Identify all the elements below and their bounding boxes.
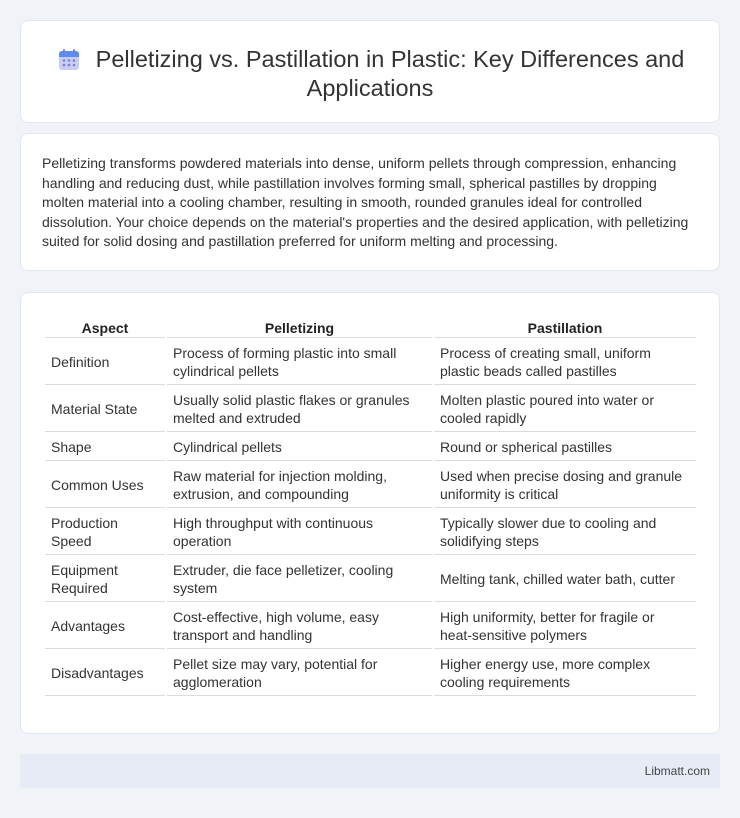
row-aspect: Equipment Required	[45, 557, 165, 602]
row-aspect: Definition	[45, 340, 165, 385]
table-row	[45, 510, 696, 555]
row-pastillation: Higher energy use, more complex cooling requirements	[434, 651, 696, 696]
intro-card	[20, 133, 720, 271]
title-wrap	[21, 45, 719, 103]
comparison-card	[20, 292, 720, 734]
table-header-row	[45, 318, 696, 338]
page-title: Pelletizing vs. Pastillation in Plastic: Key Differences and Applications	[95, 46, 685, 101]
header-pelletizing: Pelletizing	[167, 318, 432, 338]
table-row	[45, 604, 696, 649]
row-pastillation: High uniformity, better for fragile or heat-sensitive polymers	[434, 604, 696, 649]
header-pastillation: Pastillation	[434, 318, 696, 338]
row-aspect: Material State	[45, 387, 165, 432]
footer	[20, 754, 720, 788]
row-pelletizing: Extruder, die face pelletizer, cooling system	[167, 557, 432, 602]
row-aspect: Advantages	[45, 604, 165, 649]
row-pelletizing: Pellet size may vary, potential for agglomeration	[167, 651, 432, 696]
table-row	[45, 387, 696, 432]
row-pelletizing: Raw material for injection molding, extrusion, and compounding	[167, 463, 432, 508]
intro-paragraph: Pelletizing transforms powdered materials into dense, uniform pellets through compression, enhancing handling and reducing dust, while pastillation involves forming small, spherical pastilles by dropping molten material into a cooling chamber, resulting in smooth, rounded granules ideal for controlled dissolution. Your choice depends on the material's properties and the desired application, with pelletizing suited for solid dosing and pastillation preferred for uniform melting and processing.	[42, 155, 689, 250]
row-aspect: Shape	[45, 434, 165, 461]
row-pastillation: Melting tank, chilled water bath, cutter	[434, 557, 696, 602]
title-card	[20, 20, 720, 123]
row-pastillation: Process of creating small, uniform plastic beads called pastilles	[434, 340, 696, 385]
row-aspect: Disadvantages	[45, 651, 165, 696]
row-aspect: Common Uses	[45, 463, 165, 508]
footer-brand-link[interactable]: Libmatt.com	[644, 764, 710, 778]
table-row	[45, 651, 696, 696]
table-row	[45, 434, 696, 461]
table-row	[45, 463, 696, 508]
calendar-icon	[56, 47, 82, 73]
row-pelletizing: Usually solid plastic flakes or granules melted and extruded	[167, 387, 432, 432]
row-aspect: Production Speed	[45, 510, 165, 555]
table-row	[45, 340, 696, 385]
row-pastillation: Typically slower due to cooling and solidifying steps	[434, 510, 696, 555]
row-pelletizing: Cylindrical pellets	[167, 434, 432, 461]
row-pastillation: Round or spherical pastilles	[434, 434, 696, 461]
header-aspect: Aspect	[45, 318, 165, 338]
row-pastillation: Molten plastic poured into water or cooled rapidly	[434, 387, 696, 432]
row-pelletizing: Process of forming plastic into small cylindrical pellets	[167, 340, 432, 385]
table-row	[45, 557, 696, 602]
comparison-table	[43, 316, 698, 698]
row-pelletizing: High throughput with continuous operation	[167, 510, 432, 555]
row-pelletizing: Cost-effective, high volume, easy transport and handling	[167, 604, 432, 649]
row-pastillation: Used when precise dosing and granule uniformity is critical	[434, 463, 696, 508]
